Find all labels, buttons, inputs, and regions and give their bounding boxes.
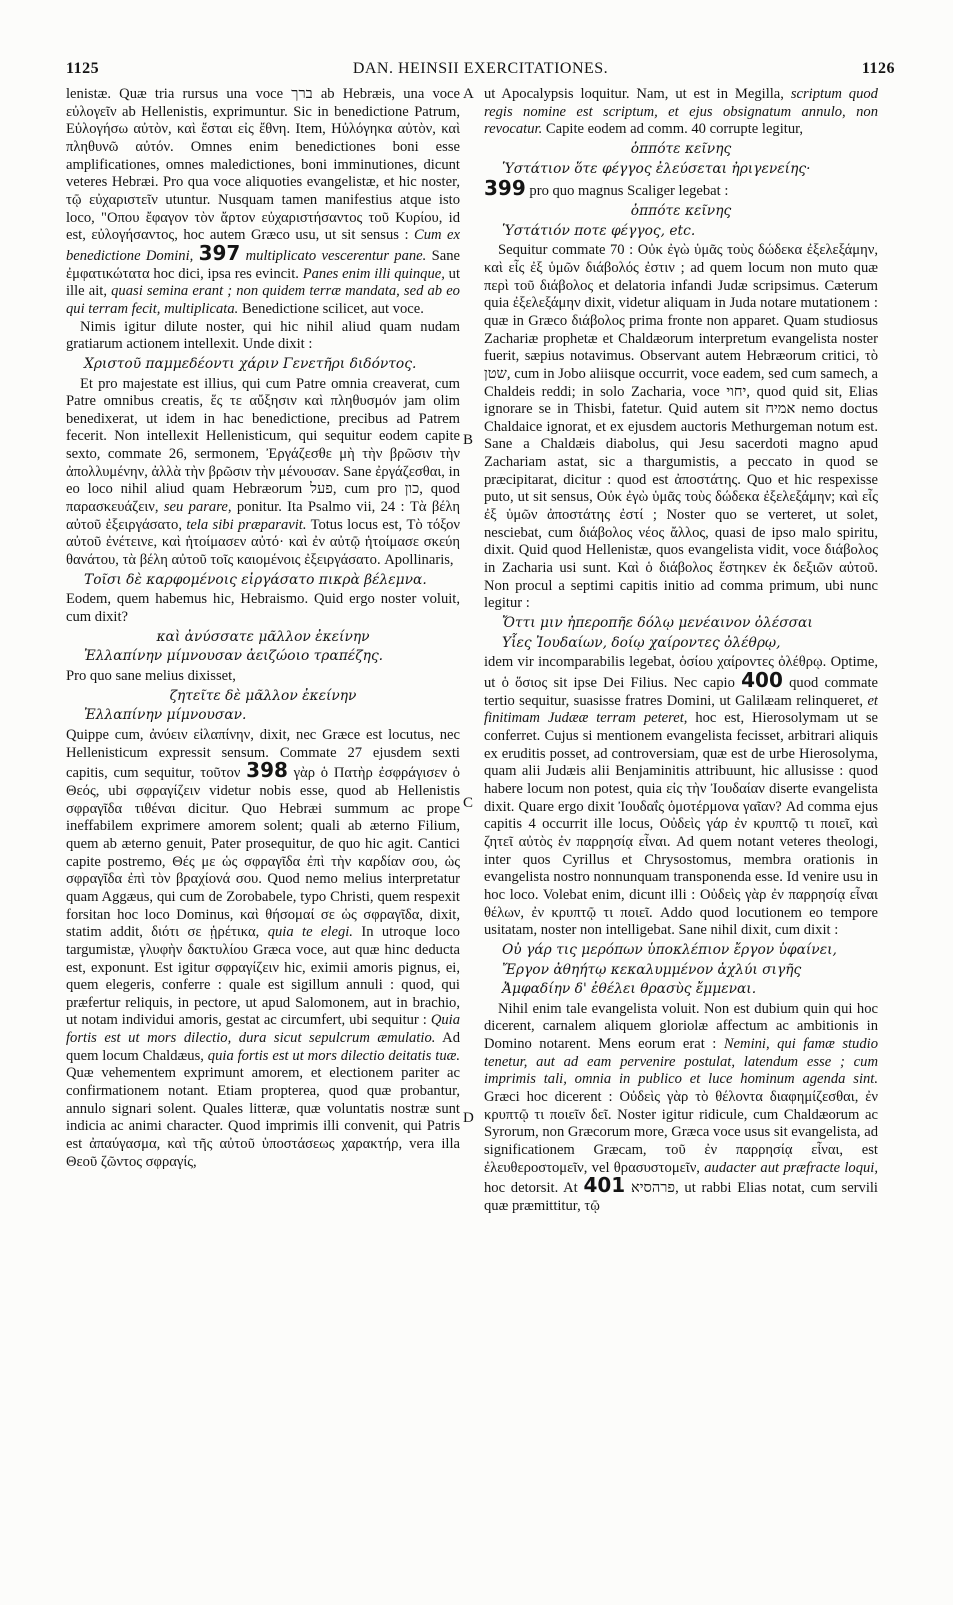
verse-quote: Υἷες Ἰουδαίων, δοίῳ χαίροντες ὀλέθρῳ, — [502, 634, 781, 651]
page-number-left: 1125 — [66, 60, 100, 77]
margin-letter-b: B — [463, 432, 474, 448]
line-number-401: 401 — [583, 1173, 626, 1198]
line-number-400: 400 — [741, 668, 783, 692]
verse-quote: Χριστοῦ παμμεδέοντι χάριν Γενετῆρι διδόντος. — [84, 355, 417, 372]
running-header — [66, 60, 895, 84]
paragraph: Pro quo sane melius dixisset, — [66, 668, 236, 684]
margin-letter-a: A — [463, 86, 474, 102]
right-column — [484, 86, 878, 1586]
line-number-398: 398 — [246, 758, 288, 783]
page-number-right: 1126 — [861, 60, 895, 77]
verse-quote: Οὐ γάρ τις μερόπων ὑποκλέπιον ἔργον ὑφαίνει, — [502, 941, 837, 958]
verse-quote: Ὑστάτιον ὅτε φέγγος ἐλεύσεται ἠριγενείης· — [502, 160, 811, 177]
paragraph: Eodem, quem habemus hic, Hebraismo. Quid ergo noster voluit, cum dixit? — [66, 591, 460, 626]
line-number-397: 397 — [198, 240, 241, 265]
paragraph: Nimis igitur dilute noster, qui hic nihil aliud quam nudam gratiarum actionem intellexit. Unde dixit : — [66, 318, 460, 353]
paragraph: Sequitur commate 70 : Οὐκ ἐγὼ ὑμᾶς τοὺς δώδεκα ἐξελεξάμην, καὶ εἷς ἐξ ὑμῶν διάβολός ἐστιν ; ad quem locum non muto quæ περὶ τοῦ διάβολος et delatoria infandi Judæ scripsimus. Cæterum quia ἐξελεξάμην dixit, videtur aliquam in Juda notare mutationem : quæ in Græco διάβολος prima fronte non apparet. Quam studiosus Zachariæ prophetæ et Chaldæorum interpretum evangelista noster fuerit, sæpius notavimus. Observant autem Hebræorum critici, τὸ שטן, cum in Jobo aliisque occurrit, voce eadem, sed cum samech, a Chaldeis reddi; in solo Zacharia, voce יחוי, quod quid sit, Elias ignorare se in Thisbi, fatetur. Quid autem sit אמיח nemo doctus Chaldaice ignorat, et ex ejusdem auctoris Methurgeman notum est. Sane a Chaldæis diabolus, qui Jesu sacerdoti magno apud Zachariam astat, sic a thargumistis, a peccato in quod se præcipitarat, dicitur : quod est ἀποστάτης. Quo et hic respexisse puto, ut sit sensus, Οὐκ ἐγὼ ὑμᾶς τοὺς δώδεκα ἐξελεξάμην; καὶ εἷς ἐξ ὑμῶν ἀποστάτης ἐστί ; Noster quo se verteret, ut solet, nesciebat, cum διάβολος νέος ἄλλος, quasi de ipso malo spiritu, dixit. Quid quod Hellenistæ, quos evangelista vidit, voce διάβολος in Zacharia usi sunt. Καὶ ὁ διάβολος ἕστηκεν ἐκ δεξιῶν αὐτοῦ. Non procul a septimi capitis initio ad comma primum, ubi nunc legitur : — [484, 242, 878, 612]
paragraph: Quippe cum, ἀνύειν εἰλαπίνην, dixit, nec Græce est locutus, nec Hellenisticum expressit sensum. Commate 27 ejusdem sexti capitis, cum sequitur, τοῦτον 398 γὰρ ὁ Πατὴρ ἐσφράγισεν ὁ Θεός, ubi σφραγίζειν videtur nobis esse, quod ab Hellenistis σφραγῖδα τιθέναι dicitur. Quo Hebræi summum ac prope ineffabilem exprimere amorem solent; quali ab æterno Filium, quem ab æterno genuit, Pater prosequitur, de quo hic agit. Cantici capite postremo, Θές με ὡς σφραγῖδα ἐπὶ τὴν καρδίαν σου, ὡς σφραγῖδα ἐπὶ τὸν βραχίονά σου. Quod nemo melius interpretatur quam Aggæus, qui cum de Zorobabele, typo Christi, quem respexit forsitan hoc loco Dominus, καὶ θήσομαί σε ὡς σφραγῖδα, dixit, statim addit, διότι σε ᾑρέτικα, quia te elegi. In utroque loco targumistæ, γλυφὴν δακτυλίου Græca voce, aut quæ hinc deducta est, exponunt. Est igitur σφραγίζειν hic, eximii amoris pignus, ei, quem elegeris, conferre : quale est sigillum annuli : quod, qui præfertur reliquis, in pectore, ut apud Salomonem, aut in brachio, ut notam individui amoris, gestat ac circumfert, ubi sequitur : Quia fortis est ut mors dilectio, dura sicut sepulcrum æmulatio. Ad quem locum Chaldæus, quia fortis est ut mors dilectio deitatis tuæ. Quæ vehementem exprimunt amorem, et electionem pariter ac confirmationem notant. Etiam propterea, quod quæ probantur, annulo signari solent. Quales litteræ, quæ voluntatis nostræ sunt indicia ac animi character. Quod imprimis illi convenit, qui Patris est ἀπαύγασμα, καὶ τῆς αὐτοῦ ὑποστάσεως χαρακτήρ, vera illa Θεοῦ ζῶντος σφραγίς, — [66, 726, 460, 1170]
verse-quote: Ἀμφαδίην δ' ἐθέλει θρασὺς ἔμμεναι. — [502, 981, 757, 998]
paragraph: 399 pro quo magnus Scaliger legebat : — [484, 176, 729, 201]
paragraph: ut Apocalypsis loquitur. Nam, ut est in Megilla, scriptum quod regis nomine est scriptum, et ejus obsignatum annulo, non revocatur. Capite eodem ad comm. 40 corrupte legitur, — [484, 86, 878, 138]
verse-quote: ὁππότε κεῖνης — [630, 202, 732, 219]
verse-quote: ὁππότε κεῖνης — [630, 140, 732, 157]
verse-quote: Τοῖσι δὲ καρφομένοις εἰργάσατο πικρὰ βέλεμνα. — [84, 571, 427, 588]
running-title: DAN. HEINSII EXERCITATIONES. — [352, 60, 609, 77]
verse-quote: Ἐλλαπίνην μίμνουσαν ἀειζώοιο τραπέζης. — [84, 648, 384, 665]
verse-quote: Ὑστάτιόν ποτε φέγγος, etc. — [502, 222, 696, 239]
margin-letter-c: C — [463, 795, 474, 811]
verse-quote: καὶ ἀνύσσατε μᾶλλον ἐκείνην — [156, 628, 370, 645]
paragraph: idem vir incomparabilis legebat, ὁσίου χαίροντες ὀλέθρῳ. Optime, ut ὁ ὅσιος sit ipse Dei Filius. Nec capio 400 quod commate tertio sequitur, suasisse fratres Domini, ut Galilæam relinqueret, et finitimam Judææ terram peteret, hoc est, Hierosolymam ut se conferret. Cujus si mentionem evangelista fecisset, arbitrari aliquis ex eruditis posset, ad controversiam, quæ est de urbe Hierosolyma, quam alii Judæis alii Benjaminitis attribuunt, hic allusisse : quod habere locum non potest, quia εἰς τὴν Ἰουδαίαν diserte evangelista dixit. Quare ergo dixit Ἰουδαΐς ὁμοτέρμονα γαῖαν? Ad comma ejus capitis 4 occurrit ille locus, Οὐδεὶς γάρ ἐν κρυπτῷ τι ποιεῖ, καὶ ζητεῖ αὐτὸς ἐν παρρησίᾳ εἶναι. Ad quem notant veteres theologi, inter quos Cyrillus et Chrysostomus, membra orationis in evangelista nostro nonnunquam transponenda esse. Id venire usu in hoc loco. Volebat enim, dicunt illi : Οὐδεὶς γὰρ ἐν παρρησίᾳ εἶναι θέλων, ἐν κρυπτῷ τι ποιεῖ. Addo quod locutionem eo tempore usitatam, noster non intelligebat. Sane nihil dixit, cum dixit : — [484, 654, 878, 939]
margin-letter-d: D — [463, 1110, 474, 1126]
verse-quote: Ἐλλαπίνην μίμνουσαν. — [84, 707, 247, 724]
verse-quote: ζητεῖτε δὲ μᾶλλον ἐκείνην — [169, 687, 357, 704]
paragraph: Et pro majestate est illius, qui cum Patre omnia creaverat, cum Patre omnibus creatis, ἕς τε αὔξησιν καὶ πληθυσμόν jam olim benedixerat, ut idem in hac benedictione, precibus ad Patrem fecerit. Non intellexit Hellenisticum, qui sequitur eodem capite sexto, commate 26, sermonem, Ἐργάζεσθε μὴ τὴν βρῶσιν τὴν ἀπολλυμένην, ἀλλὰ τὴν βρῶσιν τὴν μένουσαν. Sane ἐργάζεσθαι, in eo loco nihil aliud quam Hebræorum פעל, cum pro כון, quod παρασκευάζειν, seu parare, ponitur. Ita Psalmo vii, 24 : Τὰ βέλη αὐτοῦ ἐξειργάσατο, tela sibi præparavit. Totus locus est, Τὸ τόξον αὐτοῦ ἐνέτεινε, καὶ ἡτοίμασεν αὐτό· καὶ ἐν αὐτῷ ἡτοίμασε σκεύη θανάτου, τὰ βέλη αὐτοῦ τοῖς καιομένοις ἐξειργάσατο. Apollinaris, — [66, 375, 460, 569]
paragraph: lenistæ. Quæ tria rursus una voce ברך ab Hebræis, una voce εὐλογεῖν ab Hellenistis, exprimuntur. Sic in benedictione Patrum, Εὐλογήσω αὐτὸν, καὶ ἔσται εἰς ἔθνη. Item, Ηὐλόγηκα αὐτὸν, καὶ πληθυνῶ αὐτόν. Omnes enim benedictiones boni esse amplificationes, omnes maledictiones, boni imminutiones, dicunt veteres Hebræi. Pro qua voce aliquoties evangelistæ, et hic noster, τῷ εὐχαριστεῖν utuntur. Nusquam tamen manifestius atque isto loco, "Οπου ἔφαγον τὸν ἄρτον εὐχαριστήσαντος τοῦ Κυρίου, id est, εὐλογήσαντος, hoc autem Græco usu, ut sit sensus : Cum ex benedictione Domini, 397 multiplicato vescerentur pane. Sane ἐμφατικώτατα hoc dici, ipsa res evincit. Panes enim illi quinque, ut ille ait, quasi semina erant ; non quidem terræ mandata, sed ab eo qui terram fecit, multiplicata. Benedictione scilicet, aut voce. — [66, 86, 460, 317]
paragraph: Nihil enim tale evangelista voluit. Non est dubium quin qui hoc dicerent, carnalem aliquem gloriolæ affectum ac ambitionis in Domino notarent. Mens eorum erat : Nemini, qui famæ studio tenetur, aut ad eam pervenire postulat, latendum esse ; cum imprimis tali, omnia in publico et luce hominum agenda sint. Græci hoc dicerent : Οὐδεὶς γὰρ τὸ θέλοντα διαφημίζεσθαι, ἐν κρυπτῷ τι ποιεῖν δεῖ. Noster igitur ridicule, cum Chaldæorum ac Syrorum, non Græcorum more, Græca voce usus sit evangelista, ad significationem Græcam, τοῦ ἐν παρρησίᾳ εἶναι, est ἐλευθεροστομεῖν, vel θρασυστομεῖν, audacter aut præfracte loqui, hoc detorsit. At 401 פרהסיא, ut rabbi Elias notat, cum servili quæ præmittitur, τῷ — [484, 1000, 878, 1215]
verse-quote: Ἔργον ἀθηήτῳ κεκαλυμμένον ἀχλύι σιγῆς — [502, 961, 802, 978]
left-column — [66, 86, 460, 1586]
line-number-399: 399 — [484, 176, 526, 201]
verse-quote: Ὄττι μιν ἠπεροπῆε δόλῳ μενέαινον ὀλέσσαι — [502, 615, 813, 632]
